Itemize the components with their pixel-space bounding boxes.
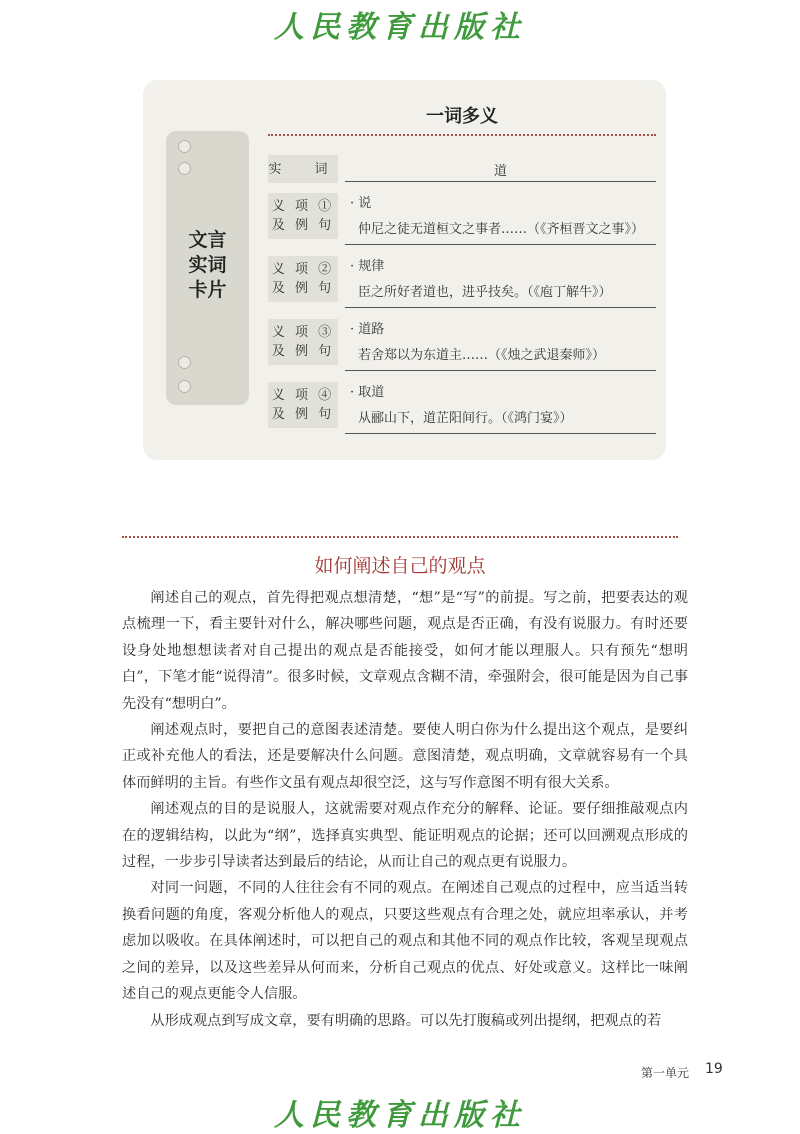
sense-example-1: 仲尼之徒无道桓文之事者……（《齐桓晋文之事》） bbox=[358, 222, 645, 237]
paragraph: 阐述观点时，要把自己的意图表述清楚。要使人明白你为什么提出这个观点，是要纠正或补充他人的看法，还是要解决什么问题。意图清楚，观点明确，文章就容易有一个具体而鲜明的主旨。有些作文虽有观点却很空泛，这与写作意图不明有很大关系。 bbox=[122, 722, 688, 791]
row-divider bbox=[345, 244, 656, 245]
footer-unit-label: 第一单元 bbox=[641, 1066, 690, 1080]
row-divider bbox=[345, 433, 656, 434]
sense-label-4: 义 项 ④ 及 例 句 bbox=[268, 382, 338, 428]
title-divider bbox=[268, 134, 656, 136]
section-divider bbox=[122, 536, 678, 538]
binder-hole-icon bbox=[178, 380, 191, 393]
binder-hole-icon bbox=[178, 162, 191, 175]
sense-example-3: 若舍郑以为东道主……（《烛之武退秦师》） bbox=[358, 348, 606, 363]
paragraph: 阐述观点的目的是说服人，这就需要对观点作充分的解释、论证。要仔细推敲观点内在的逻辑结构，以此为“纲”，选择真实典型、能证明观点的论据；还可以回溯观点形成的过程，一步步引导读者达到最后的结论，从而让自己的观点更有说服力。 bbox=[122, 801, 688, 871]
sense-meaning-4: · 取道 bbox=[350, 385, 385, 400]
card-tab-label: 文言 实词 卡片 bbox=[188, 229, 227, 301]
sense-meaning-3: · 道路 bbox=[350, 322, 385, 337]
sense-meaning-2: · 规律 bbox=[350, 259, 385, 274]
publisher-logo-bottom: 人民教育出版社 bbox=[274, 1098, 526, 1133]
sense-label-1: 义 项 ① 及 例 句 bbox=[268, 193, 338, 239]
paragraph: 对同一问题，不同的人往往会有不同的观点。在阐述自己观点的过程中，应当适当转换看问题的角度，客观分析他人的观点，只要这些观点有合理之处，就应坦率承认，并考虑加以吸收。在具体阐述时，可以把自己的观点和其他不同的观点作比较，客观呈现观点之间的差异，以及这些差异从何而来，分析自己观点的优点、好处或意义。这样比一味阐述自己的观点更能令人信服。 bbox=[122, 880, 688, 1003]
sense-label-3: 义 项 ③ 及 例 句 bbox=[268, 319, 338, 365]
row-divider bbox=[345, 181, 656, 182]
paragraph: 阐述自己的观点，首先得把观点想清楚，“想”是“写”的前提。写之前，把要表达的观点梳理一下，看主要针对什么，解决哪些问题，观点是否正确，有没有说服力。有时还要设身处地想想读者对自己提出的观点是否能接受，如何才能以理服人。只有预先“想明白”，下笔才能“说得清”。很多时候，文章观点含糊不清，牵强附会，很可能是因为自己事先没有“想明白”。 bbox=[122, 590, 688, 712]
section-title: 如何阐述自己的观点 bbox=[314, 555, 486, 577]
head-word: 道 bbox=[493, 164, 507, 179]
paragraph: 从形成观点到写成文章，要有明确的思路。可以先打腹稿或列出提纲，把观点的若 bbox=[150, 1012, 662, 1029]
sense-example-4: 从郦山下，道芷阳间行。（《鸿门宴》） bbox=[358, 411, 573, 426]
binder-hole-icon bbox=[178, 140, 191, 153]
header-label: 实 词 bbox=[268, 155, 338, 183]
sense-meaning-1: · 说 bbox=[350, 196, 372, 211]
sense-label-2: 义 项 ② 及 例 句 bbox=[268, 256, 338, 302]
card-title: 一词多义 bbox=[426, 106, 498, 127]
row-divider bbox=[345, 307, 656, 308]
section-body bbox=[122, 585, 688, 1034]
publisher-logo-top: 人民教育出版社 bbox=[274, 10, 526, 45]
sense-example-2: 臣之所好者道也，进乎技矣。（《庖丁解牛》） bbox=[358, 285, 612, 300]
page-number: 19 bbox=[705, 1061, 723, 1077]
row-divider bbox=[345, 370, 656, 371]
binder-hole-icon bbox=[178, 356, 191, 369]
